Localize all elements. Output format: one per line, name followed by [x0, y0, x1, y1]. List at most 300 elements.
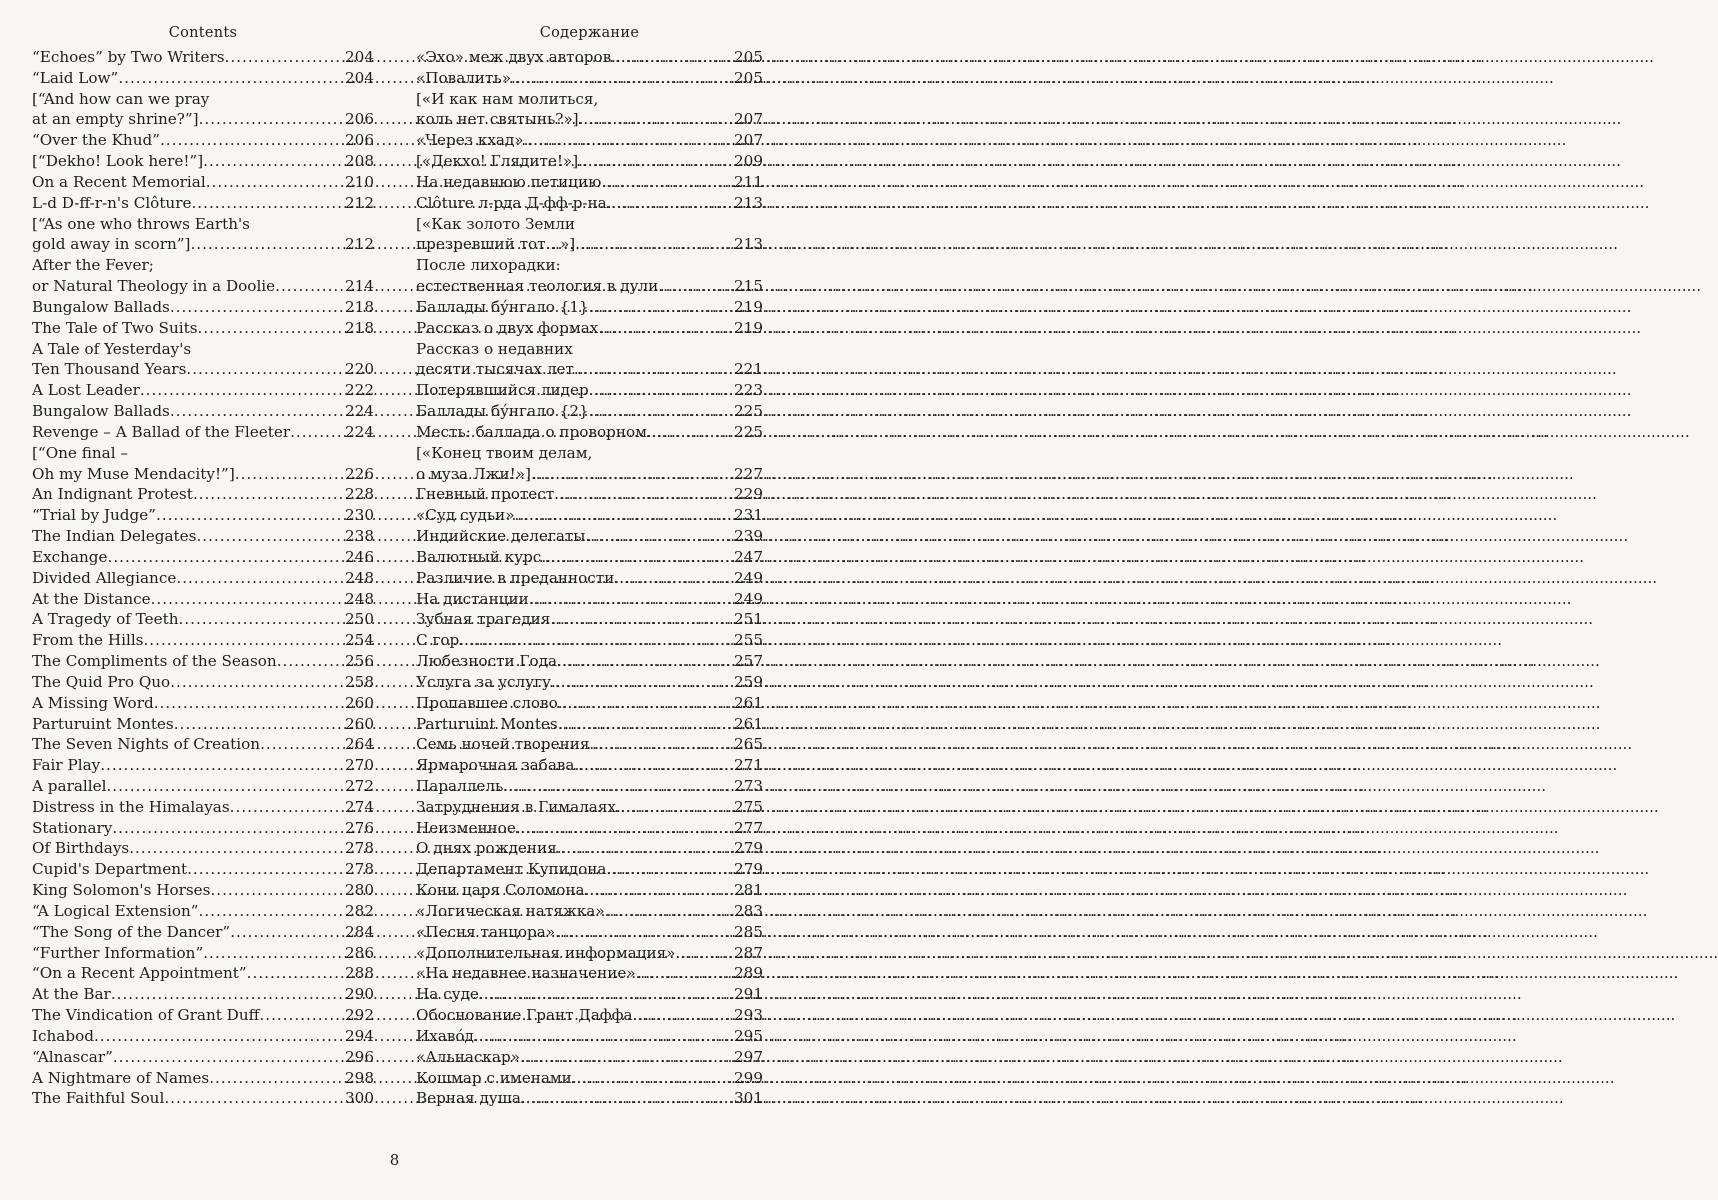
contents-list	[32, 47, 374, 1109]
toc-entry-title: На суде	[416, 985, 479, 1004]
toc-entry-page: 283	[734, 901, 763, 920]
toc-entry-title: “Further Information”	[32, 943, 204, 962]
toc-entry-title: «Суд судьи»	[416, 506, 515, 525]
toc-entry-page: 225	[734, 402, 763, 421]
toc-entry-title: Рассказ о двух формах	[416, 318, 599, 337]
toc-entry	[416, 505, 763, 526]
page-number: 8	[389, 1151, 400, 1169]
toc-entry-page: 299	[734, 1068, 763, 1087]
toc-entry	[32, 859, 374, 880]
dot-leader	[521, 1088, 733, 1109]
toc-entry-page: 259	[734, 672, 763, 691]
toc-entry-page: 279	[734, 860, 763, 879]
toc-entry-page: 257	[734, 652, 763, 671]
toc-entry-page: 280	[345, 881, 374, 900]
toc-entry-title: [«Декхо! Глядите!»]	[416, 152, 579, 171]
toc-entry-page: 227	[734, 464, 763, 483]
toc-entry	[416, 297, 763, 318]
toc-entry	[32, 1026, 374, 1047]
dot-leader	[164, 1088, 344, 1109]
toc-entry-title: Баллады бу́нгало {2}	[416, 402, 589, 421]
dot-leader	[529, 589, 733, 610]
toc-entry-title: From the Hills	[32, 631, 144, 650]
toc-entry-page: 273	[734, 776, 763, 795]
toc-entry-title: A Tale of Yesterday's	[32, 339, 192, 358]
contents-list-russian	[416, 47, 763, 1109]
dot-leader	[108, 547, 345, 568]
toc-entry-title: Distress in the Himalayas	[32, 797, 230, 816]
toc-entry-title: The Indian Delegates	[32, 527, 197, 546]
toc-entry-page: 265	[734, 735, 763, 754]
dot-leader	[589, 401, 733, 422]
toc-entry-page: 208	[345, 152, 374, 171]
toc-entry-title: On a Recent Memorial	[32, 172, 206, 191]
toc-entry	[416, 838, 763, 859]
dot-leader	[170, 297, 344, 318]
toc-entry-page: 290	[345, 985, 374, 1004]
toc-entry-page: 261	[734, 714, 763, 733]
contents-heading-russian: Содержание	[539, 25, 640, 41]
toc-entry-page: 220	[345, 360, 374, 379]
toc-entry-title: Of Birthdays	[32, 839, 130, 858]
toc-entry-page: 224	[345, 402, 374, 421]
toc-entry	[416, 526, 763, 547]
toc-entry	[32, 47, 374, 68]
toc-entry-title: “Laid Low”	[32, 68, 119, 87]
toc-entry-page: 212	[345, 193, 374, 212]
toc-entry	[32, 547, 374, 568]
toc-entry-title: Oh my Muse Mendacity!”]	[32, 464, 235, 483]
toc-entry	[416, 318, 763, 339]
toc-entry-page: 218	[345, 318, 374, 337]
toc-entry	[416, 880, 763, 901]
dot-leader	[203, 151, 344, 172]
toc-entry-page: 279	[734, 839, 763, 858]
toc-entry-title: The Tale of Two Suits	[32, 318, 198, 337]
toc-entry-page: 239	[734, 527, 763, 546]
dot-leader	[230, 797, 344, 818]
dot-leader	[247, 963, 344, 984]
toc-entry	[416, 1005, 763, 1026]
dot-leader	[275, 276, 344, 297]
toc-entry-page: 247	[734, 547, 763, 566]
toc-entry-page: 230	[345, 506, 374, 525]
toc-entry-page: 254	[345, 631, 374, 650]
toc-entry-title: Рассказ о недавних	[416, 339, 573, 358]
dot-leader	[154, 693, 344, 714]
dot-leader	[111, 984, 344, 1005]
dot-leader	[459, 630, 733, 651]
dot-leader	[190, 234, 344, 255]
toc-entry	[416, 380, 763, 401]
dot-leader	[575, 755, 734, 776]
toc-entry-page: 212	[345, 235, 374, 254]
toc-entry	[416, 172, 763, 193]
dot-leader	[601, 172, 733, 193]
toc-entry	[32, 672, 374, 693]
dot-leader	[225, 47, 344, 68]
dot-leader	[554, 484, 733, 505]
toc-entry-title: Индийские делегаты	[416, 527, 586, 546]
toc-entry	[416, 943, 763, 964]
toc-entry-title: The Quid Pro Quo	[32, 672, 171, 691]
toc-entry	[32, 734, 374, 755]
toc-entry-title: The Faithful Soul	[32, 1089, 165, 1108]
dot-leader	[129, 838, 344, 859]
toc-entry-page: 282	[345, 901, 374, 920]
dot-leader	[199, 901, 344, 922]
toc-entry	[32, 484, 374, 505]
toc-entry-title: L-d D-ff-r-n's Clôture	[32, 193, 192, 212]
toc-entry	[416, 776, 763, 797]
dot-leader	[616, 797, 733, 818]
toc-entry-title: [“And how can we pray	[32, 89, 210, 108]
toc-entry-title: Различие в преданности	[416, 568, 615, 587]
dot-leader	[585, 526, 733, 547]
toc-entry-title: «Эхо» меж двух авторов	[416, 48, 612, 66]
toc-entry	[32, 901, 374, 922]
toc-entry	[32, 505, 374, 526]
toc-entry	[416, 1026, 763, 1047]
dot-leader	[198, 318, 345, 339]
toc-entry	[32, 193, 374, 214]
toc-entry-title: A Tragedy of Teeth	[32, 610, 179, 629]
toc-entry	[32, 109, 374, 130]
toc-entry	[416, 922, 763, 943]
toc-entry	[416, 734, 763, 755]
toc-entry	[32, 359, 374, 380]
toc-entry-title: A Nightmare of Names	[32, 1068, 210, 1087]
toc-entry	[416, 151, 763, 172]
dot-leader	[106, 776, 344, 797]
dot-leader	[633, 1005, 733, 1026]
toc-entry-title: The Compliments of the Season	[32, 652, 277, 671]
toc-entry	[416, 589, 763, 610]
toc-entry-title: “Trial by Judge”	[32, 506, 156, 525]
toc-entry-page: 258	[345, 672, 374, 691]
toc-entry	[416, 422, 763, 443]
dot-leader	[515, 505, 733, 526]
toc-entry	[416, 547, 763, 568]
dot-leader	[550, 609, 733, 630]
toc-entry	[416, 276, 763, 297]
toc-entry	[32, 68, 374, 89]
dot-leader	[187, 859, 344, 880]
toc-entry-title: Пропавшее слово	[416, 693, 558, 712]
dot-leader	[290, 422, 344, 443]
toc-entry-page: 249	[734, 568, 763, 587]
toc-entry-title: Parturuint Montes	[416, 714, 558, 733]
toc-entry	[416, 755, 763, 776]
toc-entry	[416, 818, 763, 839]
toc-entry-page: 222	[345, 381, 374, 400]
toc-entry-title: Stationary	[32, 818, 113, 837]
toc-entry-page: 205	[734, 68, 763, 87]
toc-entry-title: Департамент Купидона	[416, 860, 607, 879]
toc-entry-page: 264	[345, 735, 374, 754]
toc-entry-title: На дистанции	[416, 589, 529, 608]
dot-leader	[572, 1068, 733, 1089]
toc-entry	[416, 68, 763, 89]
toc-entry-title: презревший тот...»]	[416, 235, 576, 254]
toc-entry-page: 293	[734, 1006, 763, 1025]
toc-entry	[416, 89, 763, 110]
toc-entry-page: 231	[734, 506, 763, 525]
dot-leader	[140, 380, 344, 401]
toc-entry	[32, 943, 374, 964]
toc-entry	[32, 963, 374, 984]
toc-entry-title: После лихорадки:	[416, 256, 561, 275]
toc-entry	[416, 609, 763, 630]
dot-leader	[520, 1047, 733, 1068]
toc-entry-page: 275	[734, 797, 763, 816]
dot-leader	[94, 1026, 344, 1047]
dot-leader	[209, 1068, 344, 1089]
toc-entry-page: 289	[734, 964, 763, 983]
toc-entry	[416, 339, 763, 360]
toc-entry	[416, 1068, 763, 1089]
toc-entry-title: «На недавнее назначение»	[416, 964, 636, 983]
toc-entry-title: коль нет святынь?»]	[416, 110, 579, 129]
toc-entry	[416, 464, 763, 485]
dot-leader	[230, 922, 344, 943]
toc-entry-page: 246	[345, 547, 374, 566]
toc-entry	[32, 443, 374, 464]
toc-entry	[32, 922, 374, 943]
toc-entry-title: “Echoes” by Two Writers	[32, 48, 225, 66]
toc-entry-title: «Повалить»	[416, 68, 512, 87]
dot-leader	[555, 922, 733, 943]
toc-entry	[416, 901, 763, 922]
toc-entry-title: [«Как золото Земли	[416, 214, 575, 233]
toc-entry	[32, 422, 374, 443]
toc-entry-page: 221	[734, 360, 763, 379]
toc-entry	[32, 984, 374, 1005]
toc-entry	[416, 651, 763, 672]
dot-leader	[614, 568, 733, 589]
toc-entry-title: The Vindication of Grant Duff	[32, 1006, 260, 1025]
dot-leader	[277, 651, 344, 672]
toc-entry-page: 296	[345, 1047, 374, 1066]
toc-entry	[416, 443, 763, 464]
toc-entry-page: 297	[734, 1047, 763, 1066]
dot-leader	[557, 838, 733, 859]
toc-entry-title: десяти тысячах лет	[416, 360, 574, 379]
toc-entry	[416, 963, 763, 984]
toc-entry-title: Параллель	[416, 776, 504, 795]
toc-entry-page: 300	[345, 1089, 374, 1108]
toc-entry-page: 260	[345, 714, 374, 733]
toc-entry	[416, 255, 763, 276]
toc-entry-page: 206	[345, 110, 374, 129]
toc-entry	[416, 797, 763, 818]
toc-entry	[32, 1047, 374, 1068]
toc-entry-title: Parturuint Montes	[32, 714, 174, 733]
toc-entry	[416, 859, 763, 880]
dot-leader	[636, 963, 733, 984]
dot-leader	[524, 130, 733, 151]
dot-leader	[578, 151, 733, 172]
dot-leader	[551, 672, 733, 693]
toc-entry-title: “Alnascar”	[32, 1047, 113, 1066]
toc-entry-title: Валютный курс	[416, 547, 542, 566]
toc-entry-page: 248	[345, 589, 374, 608]
toc-entry-title: Fair Play	[32, 756, 101, 775]
toc-entry-page: 260	[345, 693, 374, 712]
toc-entry-title: Кони царя Соломона	[416, 881, 585, 900]
toc-entry-page: 278	[345, 860, 374, 879]
toc-entry-title: Exchange	[32, 547, 108, 566]
toc-entry-title: Месть: баллада о проворном	[416, 422, 647, 441]
dot-leader	[511, 68, 733, 89]
toc-entry	[32, 589, 374, 610]
toc-entry-page: 214	[345, 277, 374, 296]
toc-entry-page: 295	[734, 1026, 763, 1045]
toc-entry-page: 278	[345, 839, 374, 858]
toc-entry-page: 251	[734, 610, 763, 629]
toc-entry-page: 205	[734, 48, 763, 66]
toc-entry-title: О днях рождения	[416, 839, 557, 858]
toc-entry-page: 256	[345, 652, 374, 671]
toc-entry-title: “On a Recent Appointment”	[32, 964, 247, 983]
toc-entry-title: Кошмар с именами	[416, 1068, 572, 1087]
toc-entry-title: С гор	[416, 631, 460, 650]
toc-entry-title: [«Конец твоим делам,	[416, 443, 593, 462]
dot-leader	[579, 109, 733, 130]
toc-entry-title: Clôture л-рда Д-фф-р-на	[416, 193, 607, 212]
toc-entry-title: Cupid's Department	[32, 860, 188, 879]
dot-leader	[558, 714, 733, 735]
dot-leader	[156, 505, 344, 526]
toc-entry-page: 219	[734, 318, 763, 337]
dot-leader	[557, 651, 733, 672]
toc-entry	[32, 234, 374, 255]
toc-entry-title: Семь ночей творения	[416, 735, 590, 754]
toc-entry	[32, 464, 374, 485]
dot-leader	[606, 859, 733, 880]
toc-entry-title: «Логическая натяжка»	[416, 901, 605, 920]
toc-entry-page: 250	[345, 610, 374, 629]
toc-entry-page: 261	[734, 693, 763, 712]
toc-entry-page: 286	[345, 943, 374, 962]
toc-entry	[32, 255, 374, 276]
toc-entry-page: 255	[734, 631, 763, 650]
dot-leader	[611, 47, 733, 68]
toc-entry-page: 248	[345, 568, 374, 587]
dot-leader	[199, 109, 344, 130]
toc-entry-title: An Indignant Protest	[32, 485, 193, 504]
dot-leader	[170, 672, 344, 693]
dot-leader	[598, 318, 733, 339]
dot-leader	[160, 130, 344, 151]
dot-leader	[675, 943, 733, 964]
toc-entry	[32, 776, 374, 797]
toc-entry	[32, 693, 374, 714]
toc-entry-title: After the Fever;	[32, 256, 154, 275]
toc-entry-page: 224	[345, 422, 374, 441]
dot-leader	[186, 359, 344, 380]
toc-entry-title: “The Song of the Dancer”	[32, 922, 231, 941]
toc-entry	[32, 818, 374, 839]
toc-entry	[416, 214, 763, 235]
toc-entry-title: Bungalow Ballads	[32, 297, 170, 316]
toc-entry-page: 294	[345, 1026, 374, 1045]
toc-entry-page: 249	[734, 589, 763, 608]
toc-entry-page: 301	[734, 1089, 763, 1108]
toc-entry	[416, 568, 763, 589]
toc-entry-page: 215	[734, 277, 763, 296]
toc-entry	[416, 714, 763, 735]
toc-entry-title: Bungalow Ballads	[32, 402, 170, 421]
dot-leader	[589, 380, 733, 401]
toc-entry	[416, 1047, 763, 1068]
dot-leader	[151, 589, 344, 610]
toc-entry-title: King Solomon's Horses	[32, 881, 211, 900]
dot-leader	[196, 526, 344, 547]
toc-entry-page: 229	[734, 485, 763, 504]
dot-leader	[206, 172, 344, 193]
toc-entry	[32, 297, 374, 318]
toc-entry	[32, 651, 374, 672]
dot-leader	[203, 943, 344, 964]
toc-entry	[32, 1005, 374, 1026]
toc-entry-page: 298	[345, 1068, 374, 1087]
contents-heading: Contents	[168, 25, 238, 41]
toc-entry	[32, 526, 374, 547]
toc-entry-page: 281	[734, 881, 763, 900]
toc-entry-page: 210	[345, 172, 374, 191]
toc-entry	[32, 380, 374, 401]
toc-entry	[416, 193, 763, 214]
dot-leader	[174, 714, 344, 735]
toc-entry-title: [“As one who throws Earth's	[32, 214, 250, 233]
dot-leader	[479, 984, 733, 1005]
toc-entry	[32, 797, 374, 818]
dot-leader	[170, 401, 344, 422]
toc-entry-page: 238	[345, 527, 374, 546]
dot-leader	[531, 464, 733, 485]
toc-entry-title: «Альнаскар»	[416, 1047, 520, 1066]
toc-entry	[32, 151, 374, 172]
toc-entry	[32, 1088, 374, 1109]
toc-entry-page: 213	[734, 193, 763, 212]
toc-entry	[32, 276, 374, 297]
toc-entry-page: 226	[345, 464, 374, 483]
toc-entry-page: 228	[345, 485, 374, 504]
toc-entry-title: At the Bar	[32, 985, 111, 1004]
toc-entry-page: 292	[345, 1006, 374, 1025]
dot-leader	[605, 901, 733, 922]
toc-entry-title: “A Logical Extension”	[32, 901, 199, 920]
dot-leader	[585, 880, 733, 901]
toc-entry	[32, 609, 374, 630]
toc-entry-title: Ихаво́д	[416, 1026, 474, 1045]
dot-leader	[589, 734, 733, 755]
toc-entry	[32, 714, 374, 735]
toc-entry-title: «Через кхад»	[416, 131, 524, 150]
toc-entry	[416, 693, 763, 714]
toc-entry-page: 207	[734, 110, 763, 129]
toc-entry-title: At the Distance	[32, 589, 151, 608]
toc-entry-page: 277	[734, 818, 763, 837]
dot-leader	[176, 568, 344, 589]
toc-entry-title: Ten Thousand Years	[32, 360, 187, 379]
toc-entry-title: [“Dekho! Look here!”]	[32, 152, 204, 171]
toc-entry-title: Баллады бу́нгало {1}	[416, 297, 589, 316]
toc-entry-title: Divided Allegiance	[32, 568, 177, 587]
toc-entry-title: «Песня танцора»	[416, 922, 556, 941]
toc-entry-page: 206	[345, 131, 374, 150]
